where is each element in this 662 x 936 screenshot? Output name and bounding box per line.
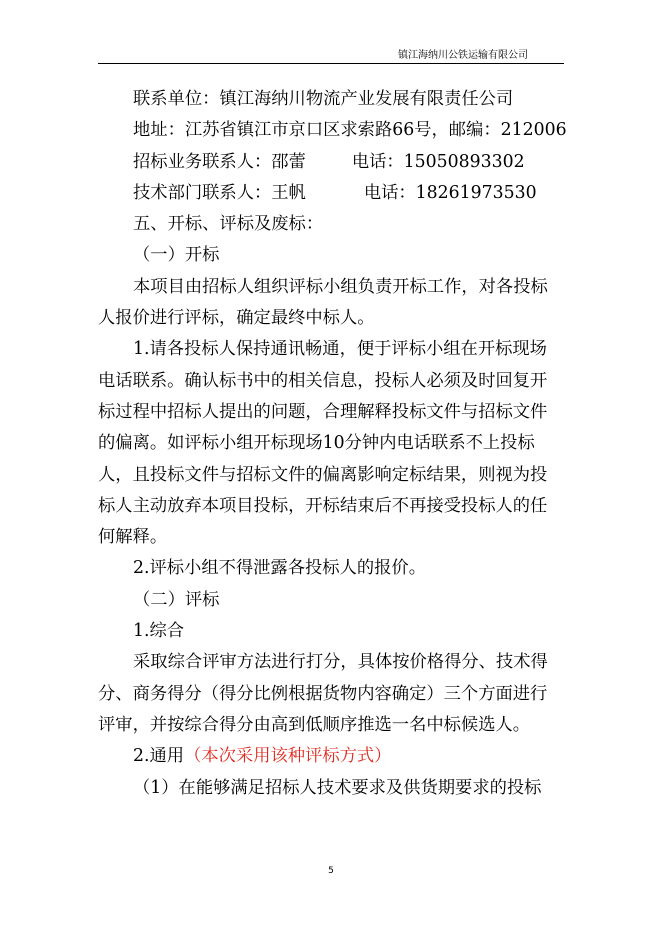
document-body — [98, 84, 567, 804]
page-number: 5 — [328, 866, 334, 876]
subsection-heading-opening: （一）开标 — [133, 245, 220, 266]
tech-contact-name: 技术部门联系人：王帆 — [133, 182, 306, 203]
paragraph-line: 电话联系。确认标书中的相关信息，投标人必须及时回复开 — [98, 370, 548, 391]
bid-contact-phone: 电话：15050893302 — [351, 151, 525, 172]
evaluation-item-2-heading-row — [98, 741, 564, 772]
opening-intro-paragraph — [98, 272, 564, 335]
paragraph-line: 评审，并按综合得分由高到低顺序推选一名中标候选人。 — [98, 714, 531, 735]
paragraph-line: 标人主动放弃本项目投标，开标结束后不再接受投标人的任 — [98, 495, 548, 516]
paragraph-line: 人，且投标文件与招标文件的偏离影响定标结果，则视为投 — [98, 464, 548, 485]
paragraph-line: 标过程中招标人提出的问题，合理解释投标文件与招标文件 — [98, 401, 548, 422]
paragraph-line: 本项目由招标人组织评标小组负责开标工作，对各投标 — [133, 276, 548, 297]
paragraph-line: 的偏离。如评标小组开标现场10分钟内电话联系不上投标 — [98, 433, 535, 454]
paragraph-line: 1.请各投标人保持通讯畅通，便于评标小组在开标现场 — [133, 339, 547, 360]
bid-contact-row — [98, 147, 564, 178]
section-heading: 五、开标、评标及废标： — [133, 214, 324, 235]
evaluation-item-1-heading: 1.综合 — [133, 621, 185, 642]
contact-address: 地址：江苏省镇江市京口区求索路66号，邮编：212006 — [133, 120, 567, 141]
paragraph-line: 分、商务得分（得分比例根据货物内容确定）三个方面进行 — [98, 683, 548, 704]
tech-contact-phone: 电话：18261973530 — [363, 182, 537, 203]
evaluation-item-2-line: （1）在能够满足招标人技术要求及供货期要求的投标 — [133, 777, 542, 798]
opening-item-2: 2.评标小组不得泄露各投标人的报价。 — [133, 558, 426, 579]
paragraph-line: 人报价进行评标，确定最终中标人。 — [98, 308, 375, 329]
tech-contact-row — [98, 178, 564, 209]
contact-unit: 联系单位：镇江海纳川物流产业发展有限责任公司 — [133, 89, 514, 109]
page-header — [98, 46, 564, 64]
bid-contact-name: 招标业务联系人：邵蕾 — [133, 151, 306, 172]
evaluation-item-2-note: （本次采用该种评标方式） — [184, 746, 392, 767]
opening-item-1-paragraph — [98, 334, 564, 553]
paragraph-line: 何解释。 — [98, 527, 168, 548]
header-company: 镇江海纳川公铁运输有限公司 — [398, 50, 528, 61]
evaluation-item-1-paragraph — [98, 647, 564, 741]
evaluation-item-2-heading: 2.通用 — [133, 746, 185, 767]
subsection-heading-evaluation: （二）评标 — [133, 589, 220, 610]
paragraph-line: 采取综合评审方法进行打分，具体按价格得分、技术得 — [133, 652, 548, 673]
